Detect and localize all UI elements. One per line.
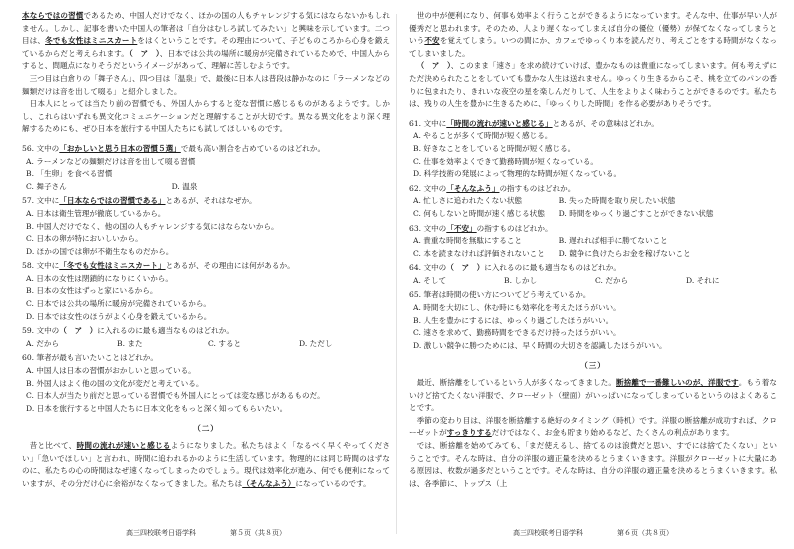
- passage2-paragraph3: [409, 60, 777, 110]
- question-62-option-a: A. 忙しさに追われたくない状態: [413, 196, 523, 206]
- question-62-option-b: B. 失った時間を取り戻したい状態: [558, 196, 676, 206]
- emphasized-text: 時間の流れが速いと感じる: [76, 441, 171, 450]
- question-61-option-a: A. やることが多くて時間が短く感じる。: [413, 131, 553, 141]
- page-divider: [396, 14, 397, 534]
- question-59-stem: 59. 文中の（ ア ）に入れるのに最も適当なものはどれか。: [22, 326, 234, 336]
- passage3-paragraph2: [409, 415, 777, 440]
- question-60: [22, 352, 390, 415]
- passage1-paragraph1: [22, 10, 390, 73]
- text-run: ようになりました。私たちはよく「なるべく早くやってください」「急いでほしい」と言われ、時間に追われるかのように生活しています。物理的には同じ時間のはずなのに、私たちの心の時間はなぜ速くなってしまったのでしょう。現代は効率化が進み、何でも便利になっていますが、その分だけ心に余裕がなくなってきました。私たちは: [22, 441, 390, 488]
- question-63-option-a: A. 貴重な時間を無駄にすること: [413, 236, 523, 246]
- question-58: [22, 260, 390, 323]
- question-62-option-d: D. 時間をゆっくり過ごすことができない状態: [558, 208, 714, 218]
- question-57-stem: 57. 文中に「日本ならではの習慣である」とあるが、それはなぜか。: [22, 196, 257, 206]
- passage1-paragraph2: 三つ目は白倉りの「舞子さん」、四つ目は「温泉」で、最後に日本人は普段は静かなのに「ラーメンなどの麺類だけは音を出して啜る」と紹介しました。: [22, 73, 390, 96]
- question-61-option-b: B. 好きなことをしていると時間が短く感じる。: [413, 143, 576, 153]
- question-62-option-c: C. 何もしないと時間が速く感じる状態: [413, 208, 545, 218]
- question-58-option-c: C. 日本では公共の場所に暖房が完備されているから。: [26, 299, 212, 309]
- question-56-option-a: A. ラーメンなどの麺類だけは音を出して啜る習慣: [26, 156, 196, 166]
- right-page: [409, 10, 777, 540]
- question-58-option-a: A. 日本の女性は閉鎖的になりにくいから。: [26, 273, 173, 283]
- question-59-option-d: D. ただし: [299, 338, 333, 348]
- question-56-stem: 56. 文中の「おかしいと思う日本の習慣５選」で最も高い割合を占めているのはどれか。: [22, 143, 326, 153]
- question-59-option-a: A. だから: [26, 338, 60, 348]
- question-63-option-c: C. 本を読まなければ評価されないこと: [413, 248, 545, 258]
- footer-school: 高三四校联考日语学科: [513, 529, 583, 538]
- emphasized-text: 断捨離で一番難しいのが、洋服です: [616, 378, 739, 388]
- text-run: だけではなく、お金も貯まり始めるなど、たくさんの利点があります。: [491, 428, 735, 438]
- question-60-option-d: D. 日本を旅行すると中国人たちに日本文化をもっと深く知ってもらいたい。: [26, 403, 288, 413]
- text-run: 最近、断捨離をしているという人が多くなってきました。: [416, 378, 617, 388]
- question-61-option-c: C. 仕事を効率よくできて勤務時間が短くなっている。: [413, 156, 599, 166]
- question-57-option-d: D. ほかの国では卵が不衛生なものだから。: [26, 246, 174, 256]
- passage1-paragraph3: 日本人にとっては当たり前の習慣でも、外国人からすると変な習慣に感じるものがあるようです。しかし、これらはいずれも異文化コミュニケーションだと理解することが大切です。異なる異文化をより深く理解するためにも、ぜひ日本を旅行する中国人たちにも試してほしいものです。: [22, 99, 390, 134]
- question-58-stem: 58. 文中に「冬でも女性はミニスカート」とあるが、その理由には何があるか。: [22, 261, 295, 271]
- question-63-option-d: D. 競争に負けたらお金を稼げないこと: [558, 248, 691, 258]
- question-59-option-b: B. また: [117, 338, 143, 348]
- question-61-option-d: D. 科学技術の発展によって物理的な時間が短くなっている。: [413, 169, 622, 179]
- question-58-option-d: D. 日本では女性のほうがよく心身を鍛えているから。: [26, 311, 212, 321]
- section-heading-2: （二）: [193, 424, 219, 434]
- text-run: 、日本では公共の場所に暖房が完備されているためで、中国人からすると、問題点になりそうだというイメージがあって、理解に苦しむようです。: [22, 48, 390, 71]
- answer-blank: （ ア ）: [128, 48, 160, 58]
- question-62-stem: 62. 文中の「そんなふう」の指すものはどれか。: [409, 183, 576, 193]
- question-57-option-c: C. 日本の卵が特においしいから。: [26, 234, 143, 244]
- question-60-option-c: C. 日本人が当たり前だと思っている習慣でも外国人にとっては変な感じがあるものだ。: [26, 391, 325, 401]
- question-60-option-a: A. 中国人は日本の習慣がおかしいと思っている。: [26, 366, 196, 376]
- passage3-paragraph3: では、断捨離を始めてみても、「まだ使えるし、捨てるのは浪費だと思い、すでには捨てたくない」ということです。そんな時は、自分の洋服の適正量を決めるとうまくいきます。洋服がクローゼットに大量にある原因は、枚数が過多だということです。そんな時は、自分の洋服の適正量を決めるとうまくいきます。私は、各季節に、トップス（上: [409, 441, 777, 488]
- question-63-option-b: B. 遅れれば相手に勝てないこと: [558, 236, 668, 246]
- text-run: 世の中が便利になり、何事も効率よく行うことができるようになっています。そんな中、仕事が早い人が優秀だと思われます。そのため、人より遅くなってしまえば自分の優位（優勢）が保てなくなってしまうという: [409, 11, 777, 46]
- question-57: [22, 195, 390, 258]
- question-56: [22, 143, 390, 193]
- question-64: [409, 262, 777, 287]
- question-65-option-b: B. 人生を豊かにするには、ゆっくり過ごしたほうがいい。: [413, 315, 614, 325]
- question-56-option-c: C. 舞子さん: [26, 181, 67, 191]
- answer-blank: （ ア ）: [416, 61, 451, 71]
- passage2-paragraph1: [22, 440, 390, 490]
- question-58-option-b: B. 日本の女性はずっと家にいるから。: [26, 286, 158, 296]
- question-61-stem: 61. 文中に「時間の流れが速いと感じる」とあるが、その意味はどれか。: [409, 118, 659, 128]
- footer-page-number: 第６页（共８页）: [617, 529, 673, 538]
- left-page: [22, 10, 390, 540]
- question-61: [409, 118, 777, 181]
- question-62: [409, 183, 777, 221]
- text-run: 。もう着ないけど捨てたくない洋服で、クローゼット（壁面）がいっぱいになってしまっているというのはよくあることです。: [409, 378, 777, 413]
- section-heading-3: （三）: [580, 361, 606, 371]
- question-65-stem: 65. 筆者は時間の使い方についてどう考えているか。: [409, 290, 591, 300]
- text-run: 昔と比べて、: [29, 441, 77, 450]
- question-56-option-b: B. 「生卵」を食べる習慣: [26, 169, 113, 179]
- question-64-option-a: A. そして: [413, 275, 447, 285]
- page-footer-right: [409, 527, 777, 540]
- question-64-option-b: B. しかし: [504, 275, 538, 285]
- text-run: であるため、中国人だけでなく、ほかの国の人もチャレンジする気にはならないかもしれません。しかし、記事を書いた中国人の筆者は「自分はむしろ試してみたい」と興味を示しています。二つ目は、: [22, 11, 390, 46]
- question-65-option-d: D. 激しい競争に勝つためには、早く時間の大切さを認識したほうがいい。: [413, 340, 667, 350]
- passage3-paragraph1: [409, 377, 777, 415]
- question-59-option-c: C. すると: [208, 338, 242, 348]
- question-64-stem: 64. 文中の（ ア ）に入れるのに最も適当なものはどれか。: [409, 263, 621, 273]
- page-footer-left: [22, 527, 390, 540]
- question-65-option-c: C. 速さを求めて、勤務時間をできるだけ持ったほうがいい。: [413, 328, 621, 338]
- question-63: [409, 223, 777, 261]
- question-64-option-d: D. それに: [686, 275, 720, 285]
- text-run: をはくということです。その理由について、子どものころから心身を鍛えているからだと考えられます。: [22, 36, 390, 58]
- text-run: を覚えてしまう。いつの間にか、カフェでゆっくり本を読んだり、考えごとをする時間がなくなってしまいました。: [409, 36, 777, 58]
- footer-school: 高三四校联考日语学科: [126, 529, 196, 538]
- question-65: [409, 289, 777, 352]
- text-run: になっているのです。: [295, 478, 371, 488]
- emphasized-text: 本ならではの習慣: [22, 11, 84, 20]
- emphasized-text: （そんなふう）: [242, 478, 296, 488]
- question-65-option-a: A. 時間を大切にし、休む時にも効率化を考えたほうがいい。: [413, 303, 621, 313]
- question-57-option-b: B. 中国人だけでなく、他の国の人もチャレンジする気にはならないから。: [26, 221, 279, 231]
- question-64-option-c: C. だから: [595, 275, 629, 285]
- text-run: 、このまま「速さ」を求め続けていけば、豊かなものは貴重になってしまいます。何も考えずにただ決められたことをしていても豊かな人生は送れません。ゆっくり生きるからこそ、桃を立てのパンの香りに包まれたり、きれいな夜空の星を楽しんだりして、人生をよりよく味わうことができるのです。私たちは、残りの人生を豊かに生きるために、「ゆっくりした時間」を作る必要がありそうです。: [409, 61, 777, 109]
- question-60-option-b: B. 外国人はよく他の国の文化が変だと考えている。: [26, 378, 204, 388]
- footer-page-number: 第５页（共８页）: [230, 529, 286, 538]
- question-60-stem: 60. 筆者が最も言いたいことはどれか。: [22, 353, 158, 363]
- question-59: [22, 325, 390, 350]
- emphasized-text: すっきりする: [446, 428, 492, 438]
- emphasized-text: 冬でも女性はミニスカート: [45, 36, 138, 46]
- passage2-paragraph2: [409, 10, 777, 60]
- emphasized-text: 不安: [424, 36, 440, 46]
- question-56-option-d: D. 温泉: [171, 181, 198, 191]
- text-run: 季節の変わり目は、洋服を断捨離する絶好のタイミング（時机）です。洋服の断捨離が成功すれば、クローゼットが: [409, 415, 777, 438]
- question-57-option-a: A. 日本は衛生管理が徹底しているから。: [26, 208, 166, 218]
- question-63-stem: 63. 文中の「不安」の指すものはどれか。: [409, 223, 553, 233]
